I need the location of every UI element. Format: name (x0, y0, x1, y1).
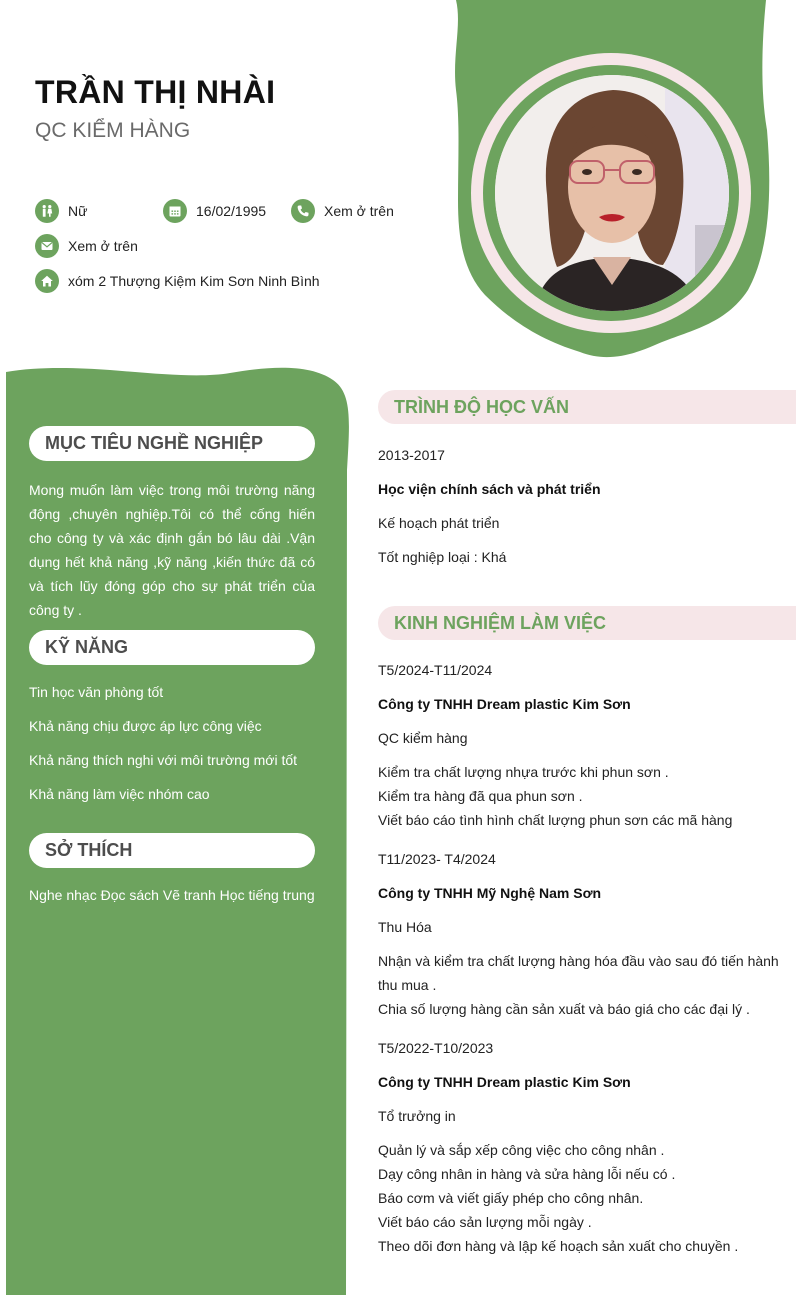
avatar-ring-inner (483, 65, 739, 321)
phone-icon (291, 199, 315, 223)
info-phone (291, 199, 394, 223)
education-major: Kế hoạch phát triển (378, 515, 500, 531)
phone-value: Xem ở trên (324, 203, 394, 219)
hobbies-heading: SỞ THÍCH (29, 833, 315, 868)
job-detail-line: Chia số lượng hàng cần sản xuất và báo giá cho các đại lý . (378, 1001, 750, 1017)
email-icon (35, 234, 59, 258)
calendar-icon (163, 199, 187, 223)
education-heading: TRÌNH ĐỘ HỌC VẤN (378, 390, 796, 424)
job-details (378, 760, 788, 832)
job-details (378, 1138, 788, 1258)
job-detail-line: Báo cơm và viết giấy phép cho công nhân. (378, 1190, 644, 1206)
skill-item: Tin học văn phòng tốt (29, 684, 164, 700)
job-company: Công ty TNHH Mỹ Nghệ Nam Sơn (378, 885, 602, 901)
job-detail-line: Viết báo cáo sản lượng mỗi ngày . (378, 1214, 592, 1230)
job-detail-line: Dạy công nhân in hàng và sửa hàng lỗi nếu có . (378, 1166, 676, 1182)
job-detail-line: Kiểm tra hàng đã qua phun sơn . (378, 788, 583, 804)
gender-icon (35, 199, 59, 223)
info-gender (35, 199, 87, 223)
experience-heading: KINH NGHIỆM LÀM VIỆC (378, 606, 796, 640)
info-address (35, 269, 320, 293)
job-company: Công ty TNHH Dream plastic Kim Sơn (378, 696, 631, 712)
job-detail-line: Nhận và kiểm tra chất lượng hàng hóa đầu vào sau đó tiến hành thu mua . (378, 953, 779, 993)
address-value: xóm 2 Thượng Kiệm Kim Sơn Ninh Bình (68, 273, 320, 289)
job-position: QC kiểm hàng (378, 730, 468, 746)
job-position: Thu Hóa (378, 919, 432, 935)
objective-heading: MỤC TIÊU NGHỀ NGHIỆP (29, 426, 315, 461)
skill-item: Khả năng làm việc nhóm cao (29, 786, 210, 802)
info-birthday (163, 199, 266, 223)
education-period: 2013-2017 (378, 447, 445, 463)
job-company: Công ty TNHH Dream plastic Kim Sơn (378, 1074, 631, 1090)
job-period: T5/2022-T10/2023 (378, 1040, 494, 1056)
skill-item: Khả năng chịu được áp lực công việc (29, 718, 262, 734)
skill-item: Khả năng thích nghi với môi trường mới tốt (29, 752, 298, 768)
job-title: QC KIỂM HÀNG (35, 119, 191, 142)
job-detail-line: Viết báo cáo tình hình chất lượng phun sơn các mã hàng (378, 812, 733, 828)
candidate-name: TRẦN THỊ NHÀI (35, 74, 276, 110)
job-period: T5/2024-T11/2024 (378, 662, 493, 678)
job-detail-line: Quản lý và sắp xếp công việc cho công nhân . (378, 1142, 665, 1158)
email-value: Xem ở trên (68, 238, 138, 254)
avatar-photo (495, 75, 729, 311)
birthday-value: 16/02/1995 (196, 203, 267, 219)
education-school: Học viện chính sách và phát triển (378, 481, 601, 497)
objective-text: Mong muốn làm việc trong môi trường năng động ,chuyên nghiệp.Tôi có thể cống hiến cho công ty và xác định gắn bó lâu dài .Vận dụng hết khả năng ,kỹ năng ,kiến thức đã có và tích lũy đóng góp cho sự phát triển của công ty . (29, 482, 315, 618)
avatar-frame (471, 53, 751, 333)
job-detail-line: Theo dõi đơn hàng và lập kế hoạch sản xuất cho chuyền . (378, 1238, 739, 1254)
job-position: Tổ trưởng in (378, 1108, 456, 1124)
job-period: T11/2023- T4/2024 (378, 851, 496, 867)
gender-value: Nữ (68, 203, 88, 219)
home-icon (35, 269, 59, 293)
hobbies-text: Nghe nhạc Đọc sách Vẽ tranh Học tiếng trung (29, 887, 315, 903)
job-details (378, 949, 788, 1021)
skills-heading: KỸ NĂNG (29, 630, 315, 665)
info-email (35, 234, 138, 258)
job-detail-line: Kiểm tra chất lượng nhựa trước khi phun sơn . (378, 764, 669, 780)
education-result: Tốt nghiệp loại : Khá (378, 549, 507, 565)
